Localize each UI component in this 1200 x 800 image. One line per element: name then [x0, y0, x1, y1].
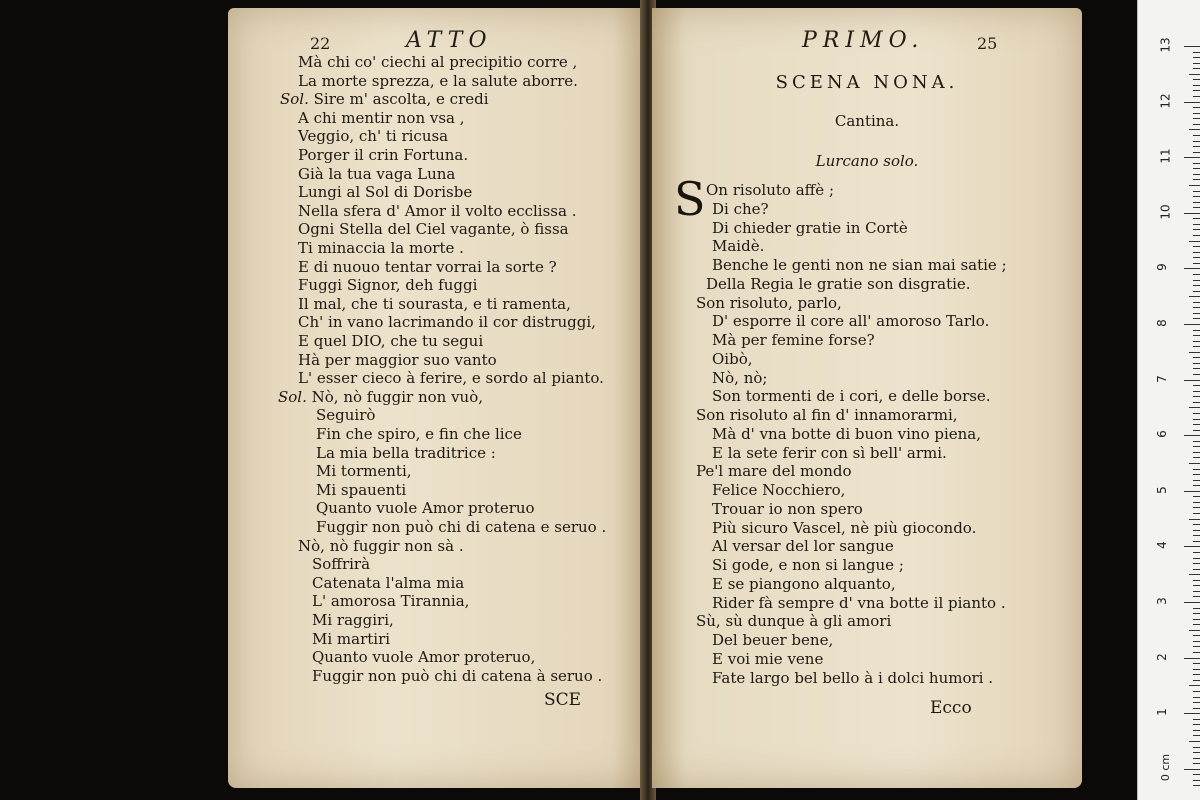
drop-capital: S: [674, 172, 706, 226]
ruler-tick: [1193, 502, 1200, 503]
ruler-tick: [1193, 52, 1200, 53]
ruler-tick: [1193, 446, 1200, 447]
left-verse-line: [312, 592, 469, 610]
ruler-number: 2: [1154, 652, 1169, 661]
left-verse-line: [298, 351, 497, 369]
verse-text: Mi raggiri,: [312, 611, 394, 629]
verse-text: Mà per femine forse?: [712, 331, 875, 349]
ruler-tick: [1193, 124, 1200, 125]
ruler-tick: [1193, 558, 1200, 559]
ruler-tick: [1193, 774, 1200, 775]
ruler-tick: [1193, 469, 1200, 470]
ruler-number: 4: [1154, 541, 1169, 550]
right-catchword: Ecco: [930, 698, 972, 718]
right-verse-line: [712, 669, 993, 687]
ruler-tick: [1189, 185, 1200, 186]
ruler-tick: [1193, 641, 1200, 642]
ruler-tick: [1193, 619, 1200, 620]
ruler-tick: [1193, 735, 1200, 736]
verse-text: Ogni Stella del Ciel vagante, ò fissa: [298, 220, 569, 239]
left-page: [228, 8, 646, 788]
ruler-tick: [1193, 430, 1200, 431]
verse-text: Porger il crin Fortuna.: [298, 146, 469, 164]
ruler-tick: [1193, 163, 1200, 164]
verse-text: E di nuouo tentar vorrai la sorte ?: [298, 257, 557, 276]
verse-text: Lungi al Sol di Dorisbe: [298, 183, 473, 202]
ruler-tick: [1184, 380, 1200, 381]
ruler-tick: [1193, 452, 1200, 453]
right-verse-line: [712, 369, 767, 387]
right-verse-line: [712, 219, 908, 237]
verse-text: Nò, nò fuggir non sà .: [298, 536, 464, 555]
verse-text: Quanto vuole Amor proteruo: [316, 499, 535, 518]
ruler-tick: [1193, 702, 1200, 703]
ruler-tick: [1193, 441, 1200, 442]
verse-text: La morte sprezza, e la salute aborre.: [298, 71, 578, 90]
verse-text: Al versar del lor sangue: [712, 537, 894, 556]
ruler-tick: [1193, 307, 1200, 308]
verse-text: E voi mie vene: [712, 649, 824, 668]
ruler-tick: [1193, 168, 1200, 169]
ruler-number: 12: [1158, 92, 1173, 109]
speaker-label: Sol.: [280, 90, 314, 109]
left-page-number: 22: [310, 34, 331, 53]
left-verse-line: [316, 406, 375, 424]
verse-text: Nò, nò fuggir non vuò,: [311, 387, 483, 406]
ruler-number: 1: [1154, 708, 1169, 717]
left-verse-line: [298, 369, 604, 387]
verse-text: Rider fà sempre d' vna botte il pianto .: [712, 593, 1006, 612]
ruler-tick: [1193, 635, 1200, 636]
scene-title: SCENA NONA.: [775, 72, 959, 93]
verse-text: Si gode, e non si langue ;: [712, 556, 904, 574]
ruler-tick: [1193, 291, 1200, 292]
left-verse-line: [312, 630, 390, 648]
ruler-tick: [1189, 407, 1200, 408]
verse-text: D' esporre il core all' amoroso Tarlo.: [712, 312, 990, 331]
ruler-tick: [1193, 280, 1200, 281]
ruler-tick: [1193, 580, 1200, 581]
right-verse-line: [712, 312, 989, 330]
ruler-tick: [1193, 585, 1200, 586]
ruler-tick: [1193, 90, 1200, 91]
scene-location: Cantina.: [834, 112, 900, 130]
right-verse-line: [712, 537, 894, 555]
right-verse-line: [712, 444, 947, 462]
ruler-tick: [1193, 174, 1200, 175]
ruler-number: 5: [1154, 485, 1169, 494]
verse-text: Mi tormenti,: [316, 462, 412, 481]
ruler-tick: [1193, 341, 1200, 342]
ruler-tick: [1184, 769, 1200, 770]
ruler-tick: [1193, 724, 1200, 725]
left-verse-line: [298, 295, 571, 313]
ruler-tick: [1193, 313, 1200, 314]
left-verse-line: [312, 667, 602, 685]
ruler-tick: [1193, 207, 1200, 208]
verse-text: L' esser cieco à ferire, e sordo al pianto.: [298, 369, 604, 388]
verse-text: Nella sfera d' Amor il volto ecclissa .: [298, 201, 577, 220]
ruler-tick: [1193, 530, 1200, 531]
left-verse-line: [298, 183, 472, 201]
ruler-tick: [1184, 713, 1200, 714]
verse-text: Hà per maggior suo vanto: [298, 350, 497, 369]
ruler-tick: [1189, 519, 1200, 520]
ruler-tick: [1193, 274, 1200, 275]
left-verse-line: [316, 481, 406, 499]
ruler-tick: [1193, 141, 1200, 142]
ruler-tick: [1193, 785, 1200, 786]
ruler-tick: [1189, 352, 1200, 353]
ruler-tick: [1193, 235, 1200, 236]
verse-text: E la sete ferir con sì bell' armi.: [712, 443, 947, 462]
ruler-tick: [1193, 107, 1200, 108]
verse-text: L' amorosa Tirannia,: [312, 592, 470, 611]
right-verse-line: [712, 575, 896, 593]
ruler-tick: [1193, 252, 1200, 253]
ruler-unit-label: 0 cm: [1159, 753, 1173, 782]
right-verse-line: [712, 594, 1006, 612]
ruler-tick: [1193, 680, 1200, 681]
verse-text: La mia bella traditrice :: [316, 443, 496, 462]
verse-text: Son risoluto al fin d' innamorarmi,: [696, 406, 958, 424]
ruler-tick: [1193, 302, 1200, 303]
verse-text: Più sicuro Vascel, nè più giocondo.: [712, 518, 977, 537]
measurement-ruler: [1137, 0, 1200, 800]
verse-text: Seguirò: [316, 406, 376, 425]
right-verse-line: [696, 462, 852, 480]
ruler-tick: [1193, 691, 1200, 692]
verse-text: Maidè.: [712, 237, 765, 256]
verse-text: Fuggir non può chi di catena à seruo .: [312, 666, 603, 685]
left-verse-line: [298, 127, 448, 145]
ruler-tick: [1189, 296, 1200, 297]
left-verse-line: [316, 499, 535, 517]
ruler-number: 6: [1154, 430, 1169, 439]
verse-text: Fin che spiro, e fin che lice: [316, 425, 522, 443]
ruler-tick: [1193, 763, 1200, 764]
ruler-tick: [1193, 246, 1200, 247]
right-verse-line: [712, 481, 845, 499]
ruler-tick: [1193, 669, 1200, 670]
ruler-tick: [1184, 46, 1200, 47]
right-verse-line: [712, 331, 875, 349]
ruler-tick: [1193, 624, 1200, 625]
left-verse-line: [316, 444, 496, 462]
ruler-tick: [1193, 391, 1200, 392]
left-verse-line: [312, 574, 464, 592]
ruler-tick: [1193, 229, 1200, 230]
right-verse-line: [712, 350, 753, 368]
left-verse-line: [280, 90, 489, 108]
ruler-tick: [1189, 463, 1200, 464]
ruler-tick: [1193, 652, 1200, 653]
ruler-tick: [1193, 79, 1200, 80]
ruler-tick: [1193, 758, 1200, 759]
verse-text: Di che?: [712, 199, 769, 218]
ruler-tick: [1193, 263, 1200, 264]
verse-text: Ch' in vano lacrimando il cor distruggi,: [298, 313, 596, 332]
left-verse-line: [298, 258, 557, 276]
ruler-tick: [1193, 224, 1200, 225]
ruler-tick: [1184, 658, 1200, 659]
ruler-tick: [1193, 135, 1200, 136]
verse-text: Son risoluto, parlo,: [696, 293, 842, 312]
right-page-number: 25: [977, 34, 998, 53]
ruler-tick: [1193, 318, 1200, 319]
verse-text: Sù, sù dunque à gli amori: [696, 612, 892, 631]
ruler-tick: [1193, 596, 1200, 597]
ruler-tick: [1193, 646, 1200, 647]
ruler-tick: [1184, 602, 1200, 603]
ruler-tick: [1193, 152, 1200, 153]
ruler-tick: [1193, 396, 1200, 397]
ruler-tick: [1193, 285, 1200, 286]
verse-text: Fuggi Signor, deh fuggi: [298, 276, 478, 295]
verse-text: E quel DIO, che tu segui: [298, 332, 484, 350]
verse-text: Fuggir non può chi di catena e seruo .: [316, 518, 607, 536]
ruler-tick: [1184, 102, 1200, 103]
ruler-tick: [1193, 663, 1200, 664]
left-verse-line: [298, 72, 578, 90]
ruler-tick: [1193, 747, 1200, 748]
ruler-tick: [1189, 74, 1200, 75]
right-verse-line: [712, 200, 769, 218]
left-verse-line: [298, 313, 596, 331]
ruler-number: 10: [1158, 204, 1173, 220]
ruler-tick: [1193, 113, 1200, 114]
ruler-tick: [1193, 179, 1200, 180]
left-verse-line: [298, 109, 465, 127]
right-verse-line: [696, 612, 891, 630]
ruler-tick: [1184, 213, 1200, 214]
verse-text: Il mal, che ti sourasta, e ti ramenta,: [298, 294, 571, 313]
ruler-tick: [1189, 685, 1200, 686]
right-verse-line: [712, 650, 823, 668]
left-verse-line: [316, 462, 412, 480]
ruler-tick: [1193, 496, 1200, 497]
ruler-tick: [1193, 68, 1200, 69]
right-verse-line: [712, 631, 833, 649]
ruler-tick: [1193, 730, 1200, 731]
ruler-number: 3: [1154, 597, 1169, 605]
ruler-tick: [1193, 330, 1200, 331]
left-running-header: ATTO: [406, 28, 493, 53]
ruler-tick: [1193, 613, 1200, 614]
ruler-number: 13: [1158, 37, 1173, 53]
ruler-tick: [1193, 363, 1200, 364]
right-verse-line: [712, 237, 764, 255]
left-verse-line: [298, 537, 464, 555]
left-verse-line: [298, 332, 483, 350]
ruler-tick: [1184, 546, 1200, 547]
ruler-tick: [1193, 413, 1200, 414]
right-verse-line: [706, 275, 971, 293]
ruler-tick: [1193, 485, 1200, 486]
verse-text: Veggio, ch' ti ricusa: [298, 127, 449, 146]
ruler-tick: [1193, 196, 1200, 197]
verse-text: Di chieder gratie in Cortè: [712, 218, 908, 237]
right-verse-line: [696, 294, 842, 312]
left-verse-line: [312, 648, 535, 666]
ruler-tick: [1193, 552, 1200, 553]
left-verse-line: [298, 276, 477, 294]
ruler-number: 11: [1158, 148, 1173, 164]
right-verse-line: [712, 387, 991, 405]
left-verse-line: [316, 518, 606, 536]
ruler-tick: [1193, 608, 1200, 609]
ruler-tick: [1193, 346, 1200, 347]
ruler-tick: [1193, 719, 1200, 720]
left-verse-line: [316, 425, 522, 443]
verse-text: Benche le genti non ne sian mai satie ;: [712, 256, 1007, 274]
ruler-tick: [1193, 218, 1200, 219]
verse-text: Felice Nocchiero,: [712, 481, 846, 499]
ruler-tick: [1193, 357, 1200, 358]
right-verse-line: [712, 500, 863, 518]
verse-text: Quanto vuole Amor proteruo,: [312, 648, 536, 667]
verse-text: Son tormenti de i cori, e delle borse.: [712, 387, 991, 406]
ruler-tick: [1193, 374, 1200, 375]
ruler-tick: [1189, 630, 1200, 631]
ruler-tick: [1193, 780, 1200, 781]
ruler-tick: [1189, 574, 1200, 575]
verse-text: Sire m' ascolta, e credi: [313, 90, 489, 109]
right-verse-line: [712, 556, 904, 574]
right-running-header: PRIMO.: [802, 28, 925, 53]
verse-text: Della Regia le gratie son disgratie.: [706, 274, 971, 293]
ruler-tick: [1193, 535, 1200, 536]
ruler-tick: [1184, 324, 1200, 325]
ruler-tick: [1193, 424, 1200, 425]
verse-text: Già la tua vaga Luna: [298, 164, 456, 183]
verse-text: Oibò,: [712, 349, 753, 368]
verse-text: Mi martiri: [312, 629, 391, 648]
ruler-tick: [1193, 385, 1200, 386]
verse-text: Mà chi co' ciechi al precipitio corre ,: [298, 53, 578, 71]
ruler-tick: [1193, 591, 1200, 592]
left-catchword: SCE: [544, 690, 582, 710]
ruler-tick: [1193, 524, 1200, 525]
ruler-tick: [1193, 419, 1200, 420]
verse-text: Nò, nò;: [712, 368, 768, 387]
ruler-number: 8: [1154, 319, 1169, 327]
ruler-tick: [1193, 57, 1200, 58]
left-verse-line: [312, 555, 370, 573]
verse-text: A chi mentir non vsa ,: [298, 108, 465, 127]
left-verse-line: [298, 165, 455, 183]
right-verse-line: [696, 406, 958, 424]
right-verse-line: [706, 181, 834, 199]
verse-text: Catenata l'alma mia: [312, 573, 465, 592]
ruler-tick: [1184, 268, 1200, 269]
ruler-tick: [1193, 191, 1200, 192]
ruler-tick: [1193, 480, 1200, 481]
verse-text: Mà d' vna botte di buon vino piena,: [712, 424, 982, 443]
verse-text: Pe'l mare del mondo: [696, 462, 852, 481]
right-verse-line: [712, 519, 976, 537]
ruler-number: 9: [1154, 263, 1169, 272]
verse-text: Del beuer bene,: [712, 631, 834, 649]
ruler-tick: [1184, 435, 1200, 436]
left-verse-line: [298, 146, 468, 164]
ruler-tick: [1193, 541, 1200, 542]
ruler-tick: [1184, 491, 1200, 492]
ruler-tick: [1193, 85, 1200, 86]
left-verse-line: [298, 202, 576, 220]
ruler-tick: [1193, 474, 1200, 475]
verse-text: On risoluto affè ;: [706, 181, 835, 199]
ruler-tick: [1193, 563, 1200, 564]
ruler-tick: [1193, 257, 1200, 258]
right-page: [652, 8, 1082, 788]
ruler-tick: [1193, 674, 1200, 675]
verse-text: Soffrirà: [312, 555, 371, 574]
verse-text: Ti minaccia la morte .: [298, 239, 464, 257]
verse-text: Trouar io non spero: [712, 499, 863, 518]
verse-text: Fate largo bel bello à i dolci humori .: [712, 668, 993, 687]
ruler-tick: [1189, 741, 1200, 742]
ruler-tick: [1193, 457, 1200, 458]
right-verse-line: [712, 256, 1007, 274]
right-verse-line: [712, 425, 981, 443]
ruler-tick: [1189, 241, 1200, 242]
ruler-tick: [1184, 157, 1200, 158]
ruler-tick: [1193, 569, 1200, 570]
ruler-tick: [1193, 752, 1200, 753]
ruler-tick: [1193, 513, 1200, 514]
left-verse-line: [278, 388, 483, 406]
ruler-tick: [1189, 129, 1200, 130]
left-verse-line: [312, 611, 394, 629]
ruler-tick: [1193, 96, 1200, 97]
speaker-label: Sol.: [278, 387, 312, 406]
ruler-number: 7: [1154, 374, 1169, 383]
scene-character: Lurcano solo.: [815, 152, 919, 170]
left-verse-line: [298, 239, 464, 257]
ruler-tick: [1193, 708, 1200, 709]
book-spread: [220, 0, 1100, 800]
ruler-tick: [1193, 697, 1200, 698]
ruler-tick: [1193, 507, 1200, 508]
left-verse-line: [298, 220, 569, 238]
ruler-tick: [1193, 146, 1200, 147]
verse-text: Mi spauenti: [316, 480, 407, 499]
ruler-tick: [1193, 335, 1200, 336]
ruler-tick: [1193, 402, 1200, 403]
ruler-tick: [1193, 202, 1200, 203]
ruler-tick: [1193, 368, 1200, 369]
ruler-tick: [1193, 118, 1200, 119]
verse-text: E se piangono alquanto,: [712, 574, 896, 593]
left-verse-line: [298, 53, 577, 71]
ruler-tick: [1193, 63, 1200, 64]
